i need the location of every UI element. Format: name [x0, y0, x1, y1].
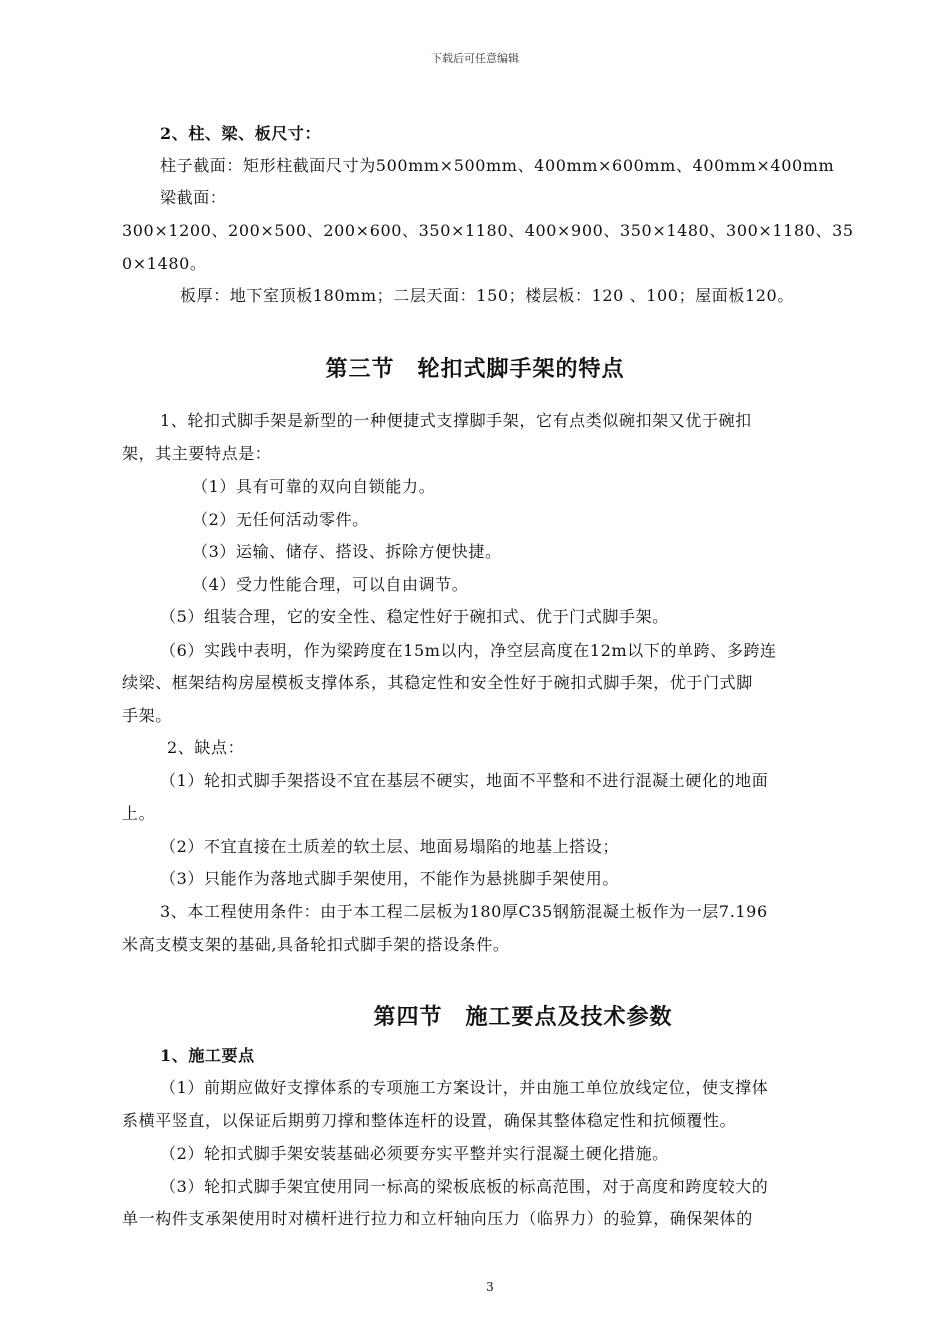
paragraph-line: 0×1480。 — [122, 254, 207, 273]
paragraph-line: 1、轮扣式脚手架是新型的一种便捷式支撑脚手架，它有点类似碗扣架又优于碗扣 — [160, 411, 752, 430]
paragraph-line: 上。 — [122, 804, 156, 823]
list-item: （1）轮扣式脚手架搭设不宜在基层不硬实，地面不平整和不进行混凝土硬化的地面 — [160, 771, 769, 790]
paragraph-line: 系横平竖直，以保证后期剪刀撑和整体连杆的设置，确保其整体稳定性和抗倾覆性。 — [122, 1111, 737, 1130]
list-item: （1）具有可靠的双向自锁能力。 — [192, 477, 436, 496]
paragraph-line: 板厚：地下室顶板180mm；二层天面：150；楼层板：120 、100；屋面板120。 — [180, 286, 794, 305]
paragraph-line: 3、本工程使用条件：由于本工程二层板为180厚C35钢筋混凝土板作为一层7.196 — [160, 902, 768, 921]
subheading-construction-points: 1、施工要点 — [160, 1046, 255, 1065]
list-item: （2）无任何活动零件。 — [192, 510, 369, 529]
paragraph-line: 梁截面： — [160, 188, 227, 207]
list-item: （1）前期应做好支撑体系的专项施工方案设计，并由施工单位放线定位，使支撑体 — [160, 1078, 769, 1097]
paragraph-line: 架，其主要特点是： — [122, 444, 272, 463]
section-title-4: 第四节 施工要点及技术参数 — [373, 1004, 673, 1030]
list-item: （6）实践中表明，作为梁跨度在15m以内，净空层高度在12m以下的单跨、多跨连 — [160, 641, 777, 660]
paragraph-line: 米高支模支架的基础,具备轮扣式脚手架的搭设条件。 — [122, 935, 510, 954]
paragraph-line: 手架。 — [122, 706, 172, 725]
paragraph-line: 柱子截面：矩形柱截面尺寸为500mm×500mm、400mm×600mm、400mm×400mm — [160, 156, 835, 175]
subheading-disadvantages: 2、缺点： — [167, 738, 245, 757]
list-item: （2）不宜直接在土质差的软土层、地面易塌陷的地基上搭设； — [160, 837, 619, 856]
list-item: （4）受力性能合理，可以自由调节。 — [192, 575, 469, 594]
list-item: （2）轮扣式脚手架安装基础必须要夯实平整并实行混凝土硬化措施。 — [160, 1144, 669, 1163]
section-title-3: 第三节 轮扣式脚手架的特点 — [325, 356, 625, 382]
page-header: 下载后可任意编辑 — [431, 52, 519, 65]
list-item: （3）只能作为落地式脚手架使用，不能作为悬挑脚手架使用。 — [160, 869, 619, 888]
page-number: 3 — [486, 1280, 494, 1294]
list-item: （5）组装合理，它的安全性、稳定性好于碗扣式、优于门式脚手架。 — [160, 607, 669, 626]
subheading-dimensions: 2、柱、梁、板尺寸： — [160, 124, 322, 143]
list-item: （3）轮扣式脚手架宜使用同一标高的梁板底板的标高范围，对于高度和跨度较大的 — [160, 1177, 769, 1196]
paragraph-line: 单一构件支承架使用时对横杆进行拉力和立杆轴向压力（临界力）的验算，确保架体的 — [122, 1209, 753, 1228]
paragraph-line: 续梁、框架结构房屋模板支撑体系，其稳定性和安全性好于碗扣式脚手架，优于门式脚 — [122, 673, 753, 692]
list-item: （3）运输、储存、搭设、拆除方便快捷。 — [192, 542, 502, 561]
paragraph-line: 300×1200、200×500、200×600、350×1180、400×900、350×1480、300×1180、35 — [122, 221, 854, 240]
